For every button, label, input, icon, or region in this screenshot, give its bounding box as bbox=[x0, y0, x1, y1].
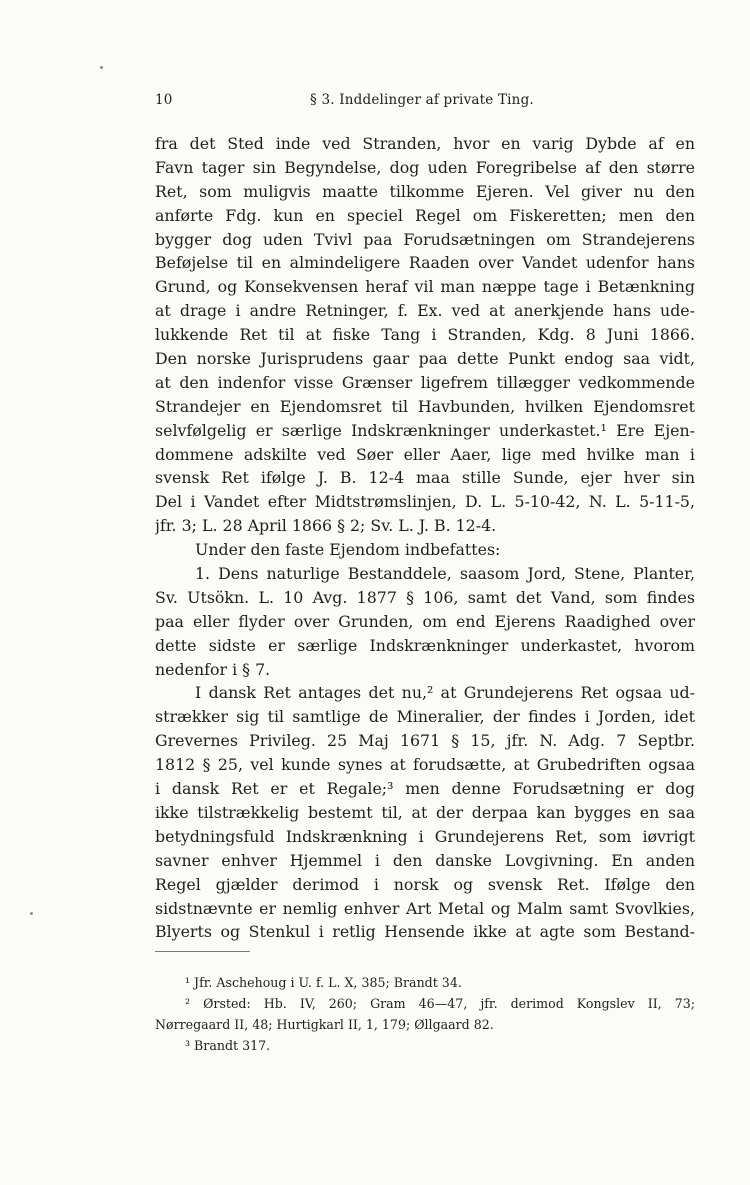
text-line: Under den faste Ejendom indbefattes: bbox=[195, 540, 501, 560]
text-line: Ret, som muligvis maatte tilkomme Ejeren. Vel giver nu den bbox=[155, 181, 695, 201]
page-number: 10 bbox=[155, 92, 173, 108]
text-line: Grund, og Konsekvensen heraf vil man næppe tage i Betænkning bbox=[155, 277, 695, 297]
text-line: Blyerts og Stenkul i retlig Hensende ikke at agte som Bestand- bbox=[155, 922, 695, 942]
text-line: at den indenfor visse Grænser ligefrem tillægger vedkommende bbox=[155, 372, 695, 392]
text-line: anførte Fdg. kun en speciel Regel om Fiskeretten; men den bbox=[155, 205, 695, 225]
text-line: svensk Ret ifølge J. B. 12-4 maa stille Sunde, ejer hver sin bbox=[155, 468, 695, 488]
text-line: Grevernes Privileg. 25 Maj 1671 § 15, jfr. N. Adg. 7 Septbr. bbox=[155, 731, 695, 751]
footnotes bbox=[155, 972, 695, 1056]
text-line: savner enhver Hjemmel i den danske Lovgivning. En anden bbox=[155, 850, 695, 870]
text-line: 1812 § 25, vel kunde synes at forudsætte, at Grubedriften ogsaa bbox=[155, 755, 695, 775]
text-line: fra det Sted inde ved Stranden, hvor en varig Dybde af en bbox=[155, 134, 695, 153]
text-line: selvfølgelig er særlige Indskrænkninger underkastet.¹ Ere Ejen- bbox=[155, 420, 695, 440]
text-line: dommene adskilte ved Søer eller Aaer, lige med hvilke man i bbox=[155, 444, 695, 464]
text-line: nedenfor i § 7. bbox=[155, 659, 271, 679]
text-line: Favn tager sin Begyndelse, dog uden Foregribelse af den større bbox=[155, 157, 695, 177]
text-line: lukkende Ret til at fiske Tang i Stranden, Kdg. 8 Juni 1866. bbox=[155, 325, 695, 345]
footnote-line: ³ Brandt 317. bbox=[185, 1038, 271, 1053]
text-line: I dansk Ret antages det nu,² at Grundejerens Ret ogsaa ud- bbox=[195, 683, 695, 703]
text-line: i dansk Ret er et Regale;³ men denne Forudsætning er dog bbox=[155, 779, 695, 799]
text-line: at drage i andre Retninger, f. Ex. ved at anerkjende hans ude- bbox=[155, 301, 695, 321]
text-line: jfr. 3; L. 28 April 1866 § 2; Sv. L. J. B. 12-4. bbox=[155, 516, 497, 536]
text-line: Beføjelse til en almindeligere Raaden over Vandet udenfor hans bbox=[155, 253, 695, 273]
paper-speck bbox=[30, 912, 33, 915]
footnote-line: ² Ørsted: Hb. IV, 260; Gram 46—47, jfr. derimod Kongslev II, 73; bbox=[185, 996, 695, 1011]
footnote-line: ¹ Jfr. Aschehoug i U. f. L. X, 385; Brandt 34. bbox=[185, 975, 462, 990]
text-line: bygger dog uden Tvivl paa Forudsætningen om Strandejerens bbox=[155, 229, 695, 249]
footnote-line: Nørregaard II, 48; Hurtigkarl II, 1, 179; Øllgaard 82. bbox=[155, 1017, 494, 1032]
text-line: Del i Vandet efter Midtstrømslinjen, D. L. 5-10-42, N. L. 5-11-5, bbox=[155, 492, 695, 512]
page-header bbox=[155, 92, 695, 114]
paper-speck bbox=[100, 66, 103, 69]
text-line: Regel gjælder derimod i norsk og svensk Ret. Ifølge den bbox=[155, 874, 695, 894]
text-line: Sv. Utsökn. L. 10 Avg. 1877 § 106, samt det Vand, som findes bbox=[155, 587, 695, 607]
text-line: strækker sig til samtlige de Mineralier, der findes i Jorden, idet bbox=[155, 707, 695, 727]
body-text bbox=[155, 132, 695, 944]
running-title: § 3. Inddelinger af private Ting. bbox=[310, 92, 534, 108]
text-line: sidstnævnte er nemlig enhver Art Metal og Malm samt Svovlkies, bbox=[155, 898, 695, 918]
text-line: dette sidste er særlige Indskrænkninger underkastet, hvorom bbox=[155, 635, 695, 655]
text-line: 1. Dens naturlige Bestanddele, saasom Jord, Stene, Planter, bbox=[195, 564, 695, 584]
text-line: Den norske Jurisprudens gaar paa dette Punkt endog saa vidt, bbox=[155, 349, 695, 369]
text-line: Strandejer en Ejendomsret til Havbunden, hvilken Ejendomsret bbox=[155, 396, 695, 416]
text-line: paa eller flyder over Grunden, om end Ejerens Raadighed over bbox=[155, 611, 695, 631]
text-line: betydningsfuld Indskrænkning i Grundejerens Ret, som iøvrigt bbox=[155, 826, 695, 846]
footnote-separator bbox=[155, 951, 250, 952]
text-line: ikke tilstrækkelig bestemt til, at der derpaa kan bygges en saa bbox=[155, 802, 695, 822]
